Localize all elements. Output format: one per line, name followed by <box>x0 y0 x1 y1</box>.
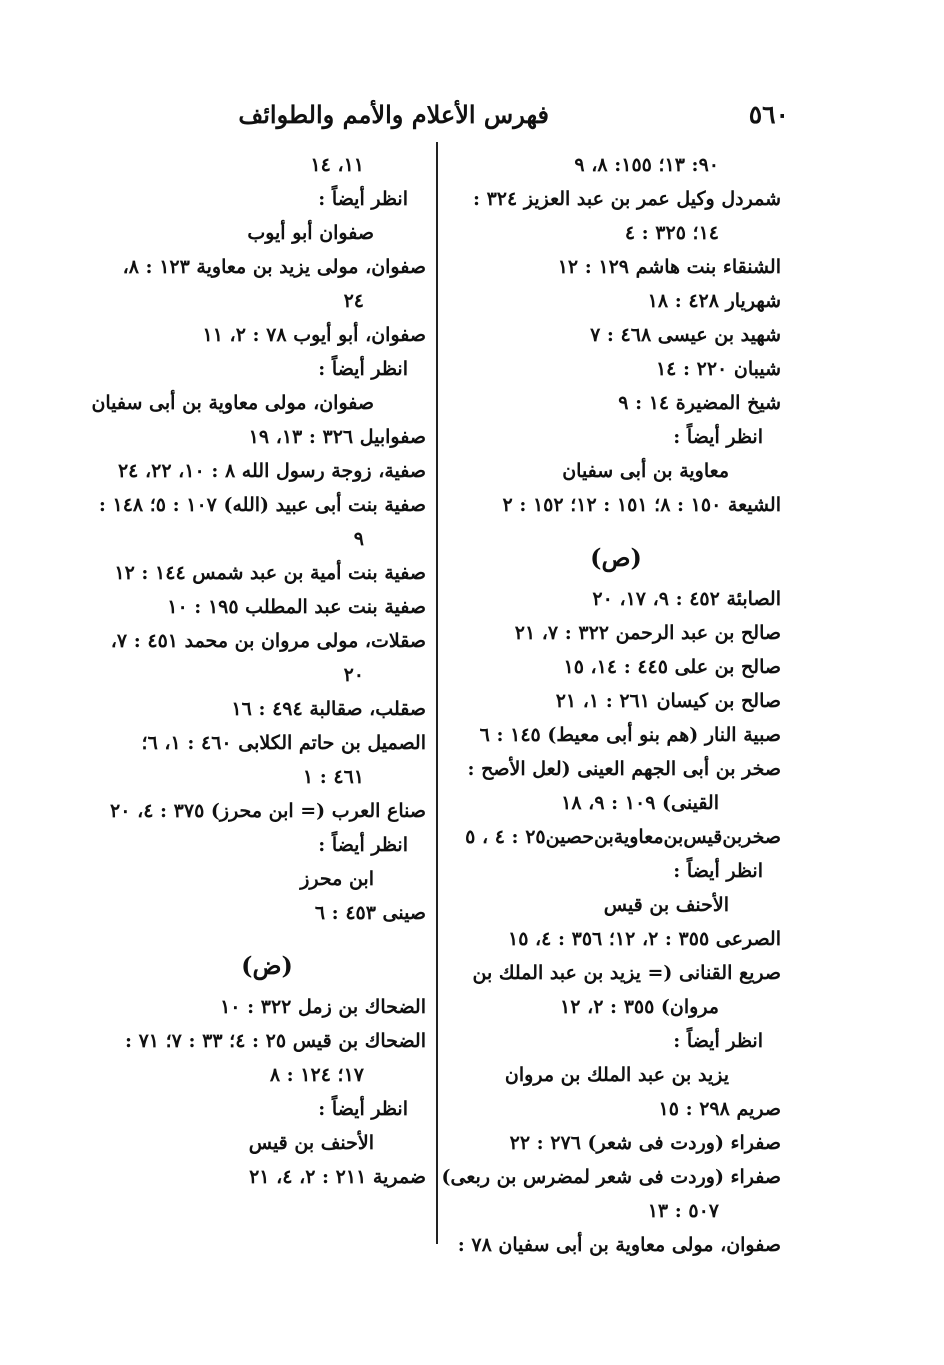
index-entry: صخربن‌قيس‌بن‌معاوية‌بن‌حصين٢٥ : ٤ ، ٥ <box>465 826 781 848</box>
page-number: ٥٦٠ <box>748 100 789 129</box>
index-entry: شيبان ٢٢٠ : ١٤ <box>655 358 781 380</box>
index-entry: صبية النار (هم بنو أبى معيط) ١٤٥ : ٦ <box>479 724 781 746</box>
see-also-label: انظر أيضاً : <box>673 1030 763 1052</box>
index-entry-continuation: ٤٦١ : ١ <box>302 766 364 788</box>
see-also-label: انظر أيضاً : <box>673 860 763 882</box>
section-letter-heading: (ص) <box>590 543 642 572</box>
see-also-label: انظر أيضاً : <box>318 1098 408 1120</box>
index-entry: صخر بن أبى الجهم العينى (لعل الأصح : <box>467 758 781 780</box>
index-column-left <box>91 148 426 1194</box>
index-entry-continuation: ٥٠٧ : ١٣ <box>647 1200 719 1222</box>
index-entry-continuation: القينى) ١٠٩ : ٩، ١٨ <box>561 792 719 814</box>
see-also-label: انظر أيضاً : <box>318 834 408 856</box>
index-entry: صفوان، أبو أيوب ٧٨ : ٢، ١١ <box>202 324 426 346</box>
index-entry: صفوان، مولى معاوية بن أبى سفيان ٧٨ : <box>457 1234 781 1256</box>
see-also-reference: معاوية بن أبى سفيان <box>562 460 729 482</box>
see-also-reference: الأحنف بن قيس <box>248 1132 374 1154</box>
index-entry: الصميل بن حاتم الكلابى ٤٦٠ : ١، ٦؛ <box>141 732 426 754</box>
index-entry-continuation: ٩ <box>353 528 364 550</box>
index-entry-continuation: ١٧؛ ١٢٤ : ٨ <box>269 1064 364 1086</box>
see-also-label: انظر أيضاً : <box>318 188 408 210</box>
index-entry-continuation: ١٤؛ ٣٢٥ : ٤ <box>624 222 719 244</box>
index-entry: الشنقاء بنت هاشم ١٢٩ : ١٢ <box>557 256 781 278</box>
index-entry: صفية بنت أمية بن عبد شمس ١٤٤ : ١٢ <box>114 562 426 584</box>
index-entry: صالح بن كيسان ٢٦١ : ١، ٢١ <box>555 690 781 712</box>
index-entry: شمردل وكيل عمر بن عبد العزيز ٣٢٤ : <box>472 188 781 210</box>
index-entry: شيخ المضيرة ١٤ : ٩ <box>618 392 781 414</box>
see-also-reference: صفوان، مولى معاوية بن أبى سفيان <box>91 392 374 414</box>
index-entry: صقلات، مولى مروان بن محمد ٤٥١ : ٧، <box>110 630 426 652</box>
see-also-reference: صفوان أبو أيوب <box>247 222 374 244</box>
index-entry: صينى ٤٥٣ : ٦ <box>314 902 426 924</box>
index-entry: صفية بنت أبى عبيد (الله) ١٠٧ : ٥؛ ١٤٨ : <box>98 494 426 516</box>
index-entry: صفراء (وردت فى شعر) ٢٧٦ : ٢٢ <box>509 1132 781 1154</box>
see-also-label: انظر أيضاً : <box>673 426 763 448</box>
index-entry-continuation: ١١، ١٤ <box>310 154 364 176</box>
see-also-label: انظر أيضاً : <box>318 358 408 380</box>
index-entry: الصرعى ٣٥٥ : ٢، ١٢؛ ٣٥٦ : ٤، ١٥ <box>507 928 781 950</box>
index-entry: صقلب، صقالبة ٤٩٤ : ١٦ <box>231 698 426 720</box>
see-also-reference: الأحنف بن قيس <box>603 894 729 916</box>
index-entry: صناع العرب (= ابن محرز) ٣٧٥ : ٤، ٢٠ <box>110 800 426 822</box>
index-entry-continuation: مروان) ٣٥٥ : ٢، ١٢ <box>560 996 719 1018</box>
page-header <box>0 100 944 140</box>
index-entry: الشيعة ١٥٠ : ٨؛ ١٥١ : ١٢؛ ١٥٢ : ٢ <box>502 494 781 516</box>
index-entry: صريع القنانى (= يزيد بن عبد الملك بن <box>472 962 781 984</box>
index-entry-continuation: ٢٠ <box>343 664 364 686</box>
index-entry: شهريار ٤٢٨ : ١٨ <box>647 290 781 312</box>
index-entry: ضمرية ٢١١ : ٢، ٤، ٢١ <box>249 1166 426 1188</box>
index-entry-continuation: ٢٤ <box>343 290 364 312</box>
index-entry: صالح بن عبد الرحمن ٣٢٢ : ٧، ٢١ <box>514 622 781 644</box>
running-title: فهرس الأعلام والأمم والطوائف <box>238 100 549 129</box>
index-entry: صفية بنت عبد المطلب ١٩٥ : ١٠ <box>167 596 426 618</box>
see-also-reference: ابن محرز <box>300 868 374 890</box>
index-entry: صريم ٢٩٨ : ١٥ <box>658 1098 781 1120</box>
index-entry-continuation: ٩٠: ١٣؛ ١٥٥: ٨، ٩ <box>574 154 719 176</box>
index-entry: صفوان، مولى يزيد بن معاوية ١٢٣ : ٨، <box>122 256 426 278</box>
column-divider <box>436 142 438 1244</box>
index-entry: شهيد بن عيسى ٤٦٨ : ٧ <box>590 324 781 346</box>
index-entry: الضحاك بن زمل ٣٢٢ : ١٠ <box>220 996 426 1018</box>
index-column-right <box>441 148 781 1262</box>
index-entry: صفراء (وردت فى شعر لمضرس بن ربعى) <box>441 1166 781 1188</box>
index-entry: الضحاك بن قيس ٢٥ : ٤؛ ٣٣ : ٧؛ ٧١ : <box>124 1030 426 1052</box>
index-entry: صفية، زوجة رسول الله ٨ : ١٠، ٢٢، ٢٤ <box>117 460 426 482</box>
see-also-reference: يزيد بن عبد الملك بن مروان <box>504 1064 729 1086</box>
index-entry: صفوابيل ٣٢٦ : ١٣، ١٩ <box>248 426 426 448</box>
section-letter-heading: (ض) <box>241 951 293 980</box>
index-entry: الصابئة ٤٥٢ : ٩، ١٧، ٢٠ <box>592 588 781 610</box>
index-entry: صالح بن على ٤٤٥ : ١٤، ١٥ <box>563 656 781 678</box>
